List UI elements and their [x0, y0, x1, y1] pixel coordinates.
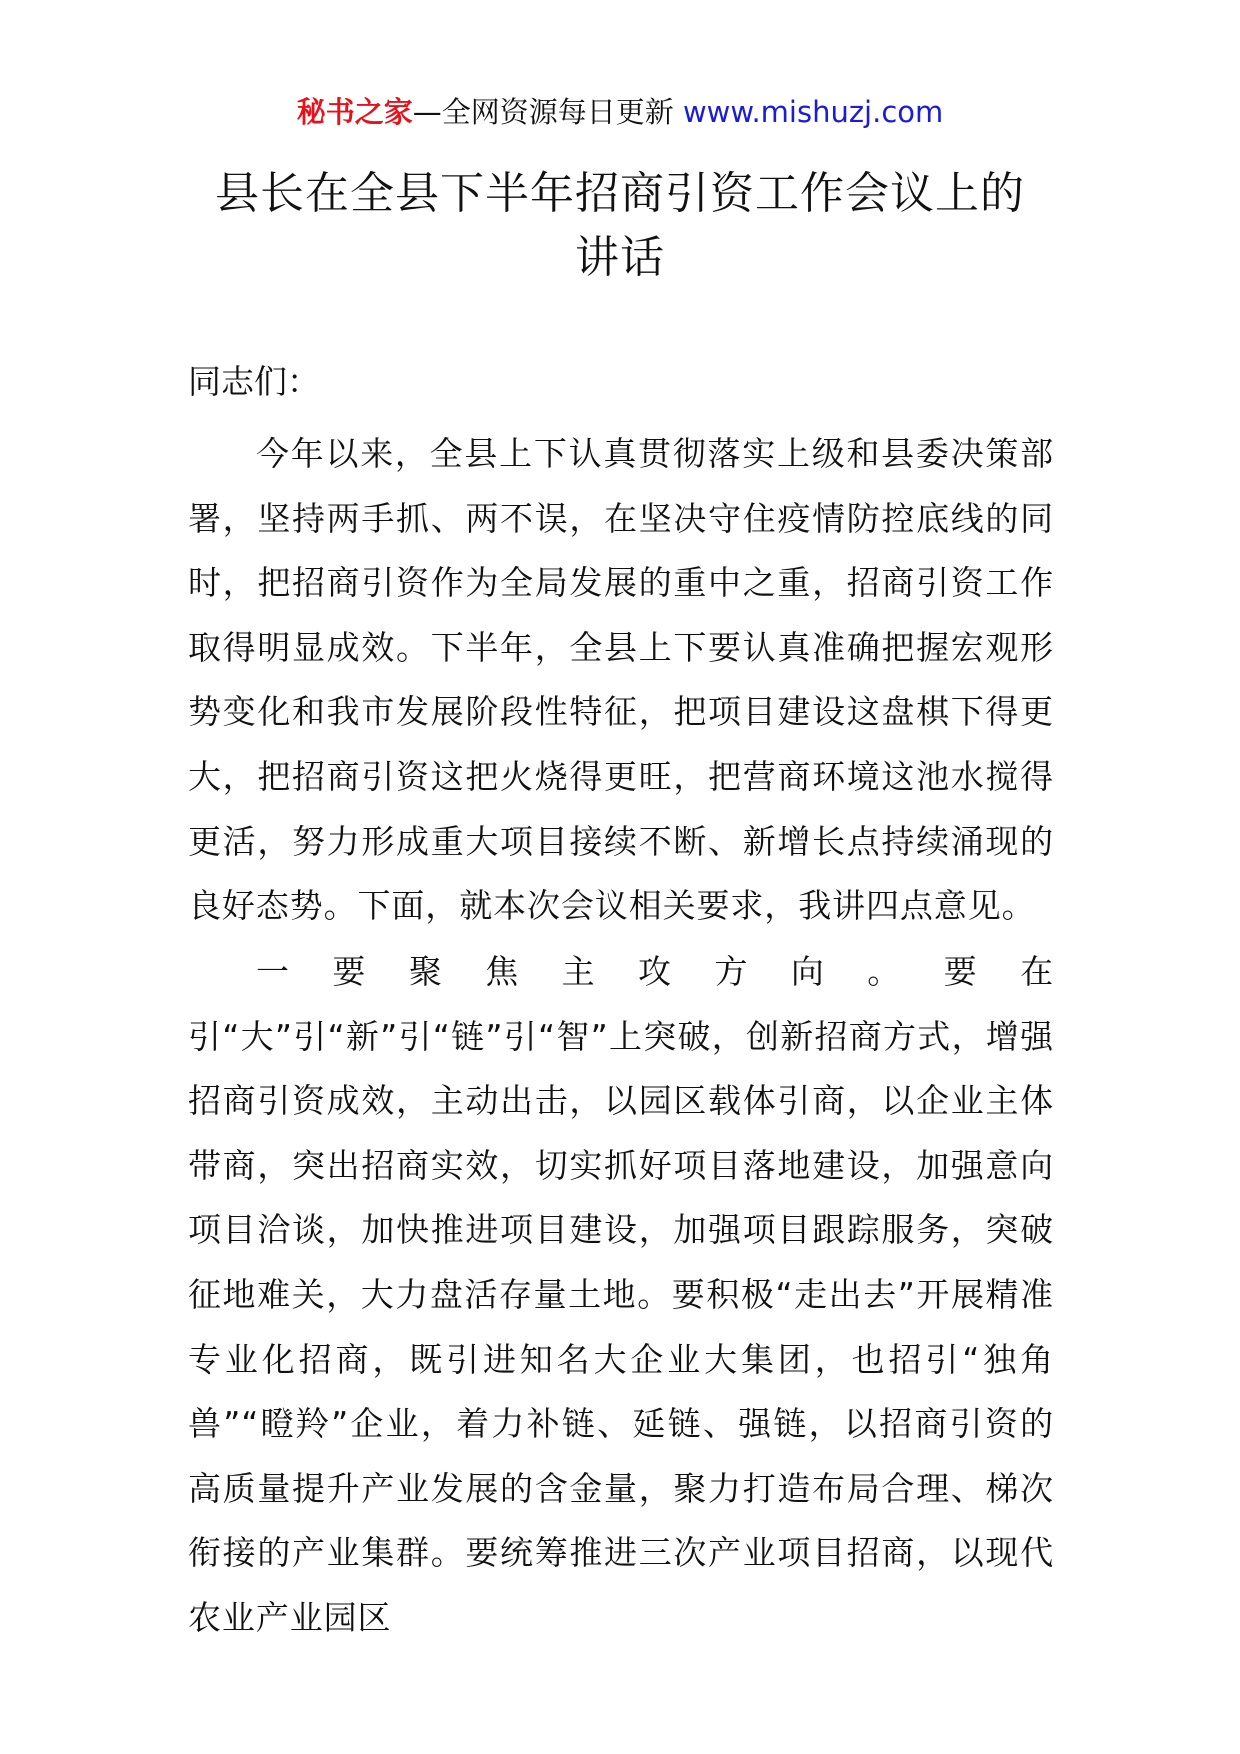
site-url-link[interactable]: www.mishuzj.com — [682, 95, 944, 129]
banner-tagline: —全网资源每日更新 — [412, 95, 674, 129]
site-banner — [0, 92, 1240, 132]
body-paragraph-2: 一要聚焦主攻方向。要在引“大”引“新”引“链”引“智”上突破，创新招商方式，增强招商引资成效，主动出击，以园区载体引商，以企业主体带商，突出招商实效，切实抓好项目落地建设，加强意向项目洽谈，加快推进项目建设，加强项目跟踪服务，突破征地难关，大力盘活存量土地。要积极“走出去”开展精准专业化招商，既引进知名大企业大集团，也招引“独角兽”“瞪羚”企业，着力补链、延链、强链，以招商引资的高质量提升产业发展的含金量，聚力打造布局合理、梯次衔接的产业集群。要统筹推进三次产业项目招商，以现代农业产业园区 — [188, 952, 1054, 1637]
title-line-1: 县长在全县下半年招商引资工作会议上的 — [215, 168, 1025, 219]
title-line-2: 讲话 — [575, 232, 665, 283]
brand-name: 秘书之家 — [296, 95, 413, 129]
document-title — [150, 162, 1090, 290]
body-paragraph-1: 今年以来，全县上下认真贯彻落实上级和县委决策部署，坚持两手抓、两不误，在坚决守住疫情防控底线的同时，把招商引资作为全局发展的重中之重，招商引资工作取得明显成效。下半年，全县上下要认真准确把握宏观形势变化和我市发展阶段性特征，把项目建设这盘棋下得更大，把招商引资这把火烧得更旺，把营商环境这池水搅得更活，努力形成重大项目接续不断、新增长点持续涌现的良好态势。下面，就本次会议相关要求，我讲四点意见。 — [188, 434, 1054, 926]
salutation: 同志们： — [188, 362, 320, 401]
